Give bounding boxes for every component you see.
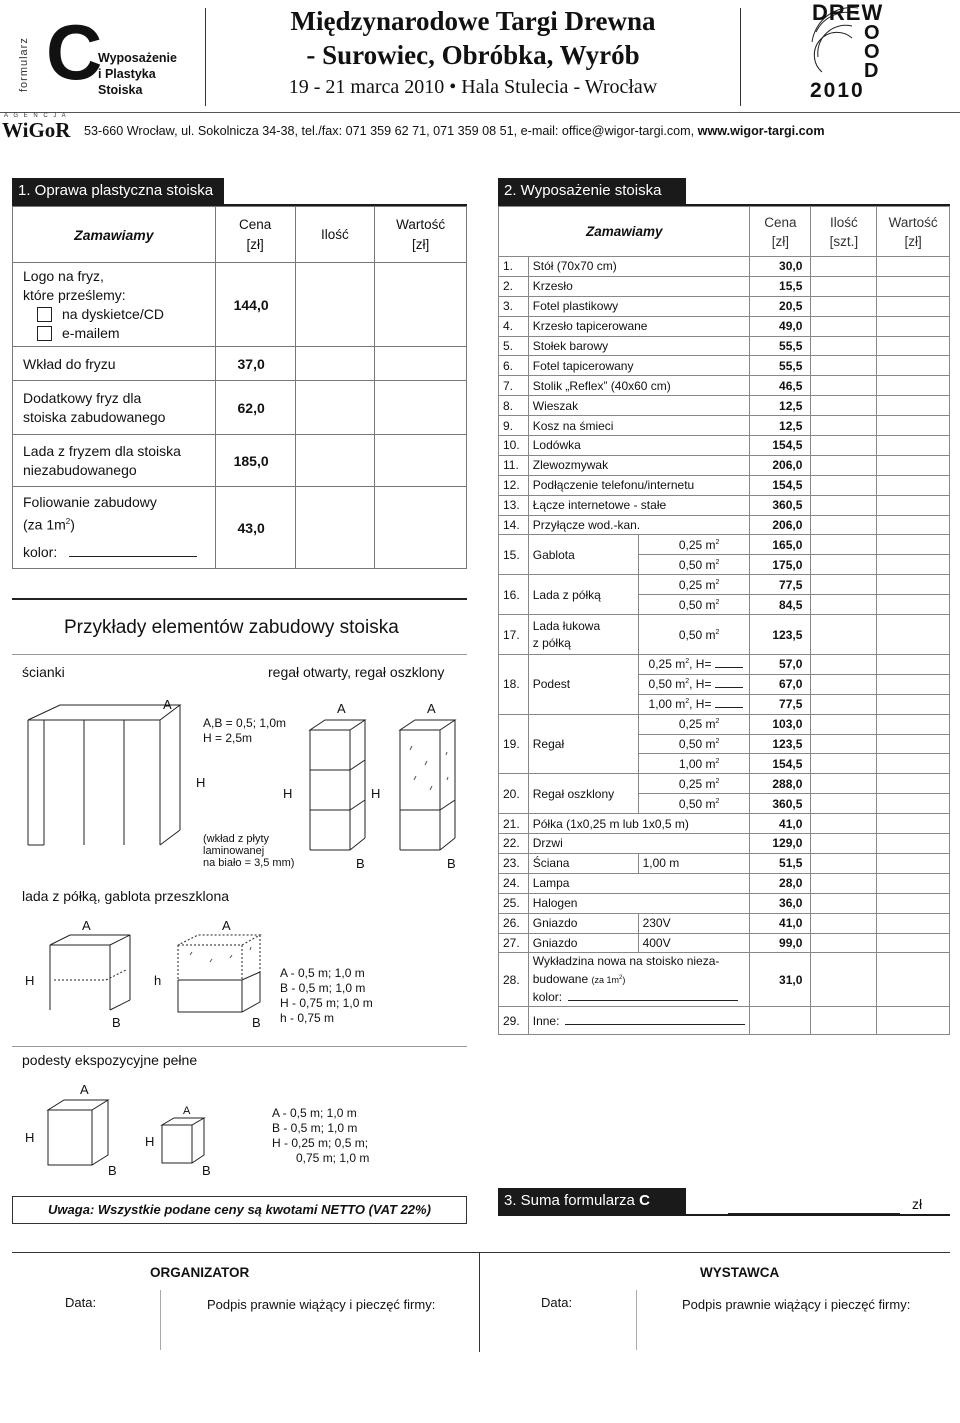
value-cell[interactable]	[877, 575, 950, 595]
extra-qty-cell[interactable]	[295, 381, 375, 435]
exhibitor-sign-label: Podpis prawnie wiążący i pieczęć firmy:	[682, 1297, 911, 1312]
section1-table	[12, 206, 467, 569]
podium-small-drawing	[156, 1115, 226, 1185]
walls-dims: A,B = 0,5; 1,0m H = 2,5m	[203, 716, 287, 745]
item-row	[499, 834, 950, 854]
value-cell[interactable]	[877, 714, 950, 734]
row-18b: 0,50 $m^2$, H= 67,0	[499, 674, 950, 694]
row-19c: 1,00 $m^2$ 154,5	[499, 754, 950, 774]
item-number: 9.	[499, 416, 529, 436]
qty-cell[interactable]	[811, 834, 877, 854]
shelf-label: regał otwarty, regał oszklony	[268, 664, 445, 680]
value-cell[interactable]	[877, 416, 950, 436]
item-extra: 400V	[638, 933, 750, 953]
qty-cell[interactable]	[811, 794, 877, 814]
item-row	[499, 396, 950, 416]
lada-value-cell[interactable]	[375, 435, 467, 487]
value-cell[interactable]	[877, 535, 950, 555]
podium-small-dim-h: H	[145, 1134, 155, 1149]
qty-cell[interactable]	[811, 455, 877, 475]
item-name: Gablota	[528, 535, 638, 575]
logo-value-cell[interactable]	[375, 263, 467, 347]
value-cell[interactable]	[877, 276, 950, 296]
foil-color-input[interactable]	[69, 556, 197, 557]
extra-value-cell[interactable]	[375, 381, 467, 435]
glass-shelf-drawing	[390, 710, 470, 870]
value-cell[interactable]	[877, 893, 950, 913]
walls-dim-a: A	[163, 697, 172, 712]
item-name: Stołek barowy	[528, 336, 750, 356]
item-name: Gniazdo	[528, 913, 638, 933]
exhibitor-heading: WYSTAWCA	[700, 1265, 780, 1280]
qty-cell[interactable]	[811, 555, 877, 575]
row-extra-frieze: Dodatkowy fryz dla stoiska zabudowanego 62,0	[13, 381, 467, 435]
organizer-sign-label: Podpis prawnie wiążący i pieczęć firmy:	[207, 1297, 436, 1312]
qty-cell[interactable]	[811, 356, 877, 376]
value-cell[interactable]	[877, 296, 950, 316]
qty-cell[interactable]	[811, 734, 877, 754]
value-cell[interactable]	[877, 853, 950, 873]
item-name: Przyłącze wod.-kan.	[528, 515, 750, 535]
item-price: 55,5	[750, 336, 811, 356]
event-title	[208, 4, 738, 102]
col-value: Wartość [zł]	[375, 207, 467, 263]
disk-checkbox[interactable]	[37, 307, 52, 322]
row-19b: 0,50 $m^2$ 123,5	[499, 734, 950, 754]
shelf-dim-b: B	[356, 856, 365, 871]
item-price: 55,5	[750, 356, 811, 376]
item-name: Wieszak	[528, 396, 750, 416]
logo-text-drew: DREW	[812, 0, 884, 25]
item-row	[499, 475, 950, 495]
podium-large-dim-a: A	[80, 1082, 89, 1097]
item-name: Krzesło tapicerowane	[528, 316, 750, 336]
podium-small-dim-b: B	[202, 1163, 211, 1178]
item-name: Półka (1x0,25 m lub 1x0,5 m)	[528, 814, 750, 834]
logo-text-o2: O	[864, 41, 880, 63]
item-number: 4.	[499, 316, 529, 336]
row-19a: 19. Regał 0,25 $m^2$ 103,0	[499, 714, 950, 734]
value-cell[interactable]	[877, 515, 950, 535]
item-name: Fotel plastikowy	[528, 296, 750, 316]
item-row	[499, 893, 950, 913]
item-row	[499, 515, 950, 535]
item-number: 10.	[499, 436, 529, 456]
item-row	[499, 316, 950, 336]
organizer-date-label: Data:	[65, 1295, 97, 1310]
item-number: 26.	[499, 913, 529, 933]
row-15b: 0,50 $m^2$ 175,0	[499, 555, 950, 575]
counter-dim-b: B	[112, 1015, 121, 1030]
item-row	[499, 257, 950, 277]
item-price: 30,0	[750, 257, 811, 277]
item-price: 12,5	[750, 416, 811, 436]
address-text: 53-660 Wrocław, ul. Sokolnicza 34-38, tel./fax: 071 359 62 71, 071 359 08 51, e-mail: office@wigor-targi.com,	[84, 124, 695, 138]
value-cell[interactable]	[877, 873, 950, 893]
qty-cell[interactable]	[811, 615, 877, 655]
row-28: 28. Wykładzina nowa na stoisko nieza- budowane (za $1m^2$) kolor: 31,0	[499, 953, 950, 1007]
event-title-line-1: Międzynarodowe Targi Drewna	[290, 6, 656, 36]
glass-shelf-dim-b: B	[447, 856, 456, 871]
foil-price: 43,0	[215, 487, 295, 569]
showcase-drawing	[170, 930, 280, 1030]
item-row	[499, 933, 950, 953]
open-shelf-drawing	[300, 710, 380, 870]
shelf-dim-h: H	[283, 786, 293, 801]
logo-text-year: 2010	[810, 79, 865, 102]
item-price: 206,0	[750, 515, 811, 535]
value-cell[interactable]	[877, 356, 950, 376]
item-number: 23.	[499, 853, 529, 873]
form-title-line-3: Stoiska	[98, 83, 143, 97]
value-cell[interactable]	[877, 455, 950, 475]
row-logo: Logo na fryz, które prześlemy: na dyskietce/CD e-mailem 144,0	[13, 263, 467, 347]
qty-cell[interactable]	[811, 495, 877, 515]
value-cell[interactable]	[877, 495, 950, 515]
agency-label: A G E N C J A	[4, 113, 68, 119]
counter-label: lada z półką, gablota przeszklona	[22, 888, 230, 904]
qty-cell[interactable]	[811, 774, 877, 794]
row-15a: 15. Gablota 0,25 $m^2$ 165,0	[499, 535, 950, 555]
row-insert: Wkład do fryzu 37,0	[13, 347, 467, 381]
qty-cell[interactable]	[811, 814, 877, 834]
qty-cell[interactable]	[811, 714, 877, 734]
form-letter: C	[46, 8, 101, 96]
foil-qty-cell[interactable]	[295, 487, 375, 569]
item-row	[499, 873, 950, 893]
podium-small-dim-a: A	[183, 1105, 191, 1117]
walls-label: ścianki	[22, 664, 65, 680]
email-checkbox[interactable]	[37, 326, 52, 341]
counter-dim-h: H	[25, 973, 35, 988]
item-number: 1.	[499, 257, 529, 277]
col-order: Zamawiamy	[13, 207, 216, 263]
row-20a: 20. Regał oszklony 0,25 $m^2$ 288,0	[499, 774, 950, 794]
qty-cell[interactable]	[811, 655, 877, 675]
item-price: 51,5	[750, 853, 811, 873]
form-title-line-2: i Plastyka	[98, 67, 156, 81]
insert-value-cell[interactable]	[375, 347, 467, 381]
form-title-line-1: Wyposażenie	[98, 51, 177, 65]
row-foil: Foliowanie zabudowy (za $1m^2$) kolor: 43,0	[13, 487, 467, 569]
item-number: 13.	[499, 495, 529, 515]
qty-cell[interactable]	[811, 694, 877, 714]
examples-title: Przykłady elementów zabudowy stoiska	[64, 617, 399, 638]
form-title	[98, 50, 177, 98]
item-name: Łącze internetowe - stałe	[528, 495, 750, 515]
item-number: 6.	[499, 356, 529, 376]
lada-price: 185,0	[215, 435, 295, 487]
item-number: 12.	[499, 475, 529, 495]
insert-price: 37,0	[215, 347, 295, 381]
item-price: 15,5	[750, 276, 811, 296]
item-number: 27.	[499, 933, 529, 953]
podium-dims: A - 0,5 m; 1,0 m B - 0,5 m; 1,0 m H - 0,25 m; 0,5 m; 0,75 m; 1,0 m	[272, 1106, 370, 1165]
value-cell[interactable]	[877, 396, 950, 416]
col-price: Cena [zł]	[215, 207, 295, 263]
item-row	[499, 336, 950, 356]
netto-notice: Uwaga: Wszystkie podane ceny są kwotami NETTO (VAT 22%)	[12, 1196, 467, 1224]
value-cell[interactable]	[877, 595, 950, 615]
section2-table	[498, 206, 950, 1035]
item-number: 5.	[499, 336, 529, 356]
item-price: 41,0	[750, 814, 811, 834]
glass-shelf-dim-h: H	[371, 786, 381, 801]
item-price: 360,5	[750, 495, 811, 515]
qty-cell[interactable]	[811, 535, 877, 555]
showcase-dim-b: B	[252, 1015, 261, 1030]
section1-title: 1. Oprawa plastyczna stoiska	[12, 178, 224, 204]
value-cell[interactable]	[877, 376, 950, 396]
event-date: 19 - 21 marca 2010 • Hala Stulecia - Wrocław	[288, 76, 658, 98]
carpet-color-input[interactable]	[568, 1000, 738, 1001]
value-cell[interactable]	[877, 953, 950, 1007]
s2-col-qty: Ilość [szt.]	[811, 207, 877, 257]
item-price: 154,5	[750, 475, 811, 495]
item-name: Stół (70x70 cm)	[528, 257, 750, 277]
podest-h-input[interactable]	[715, 667, 743, 668]
podium-large-dim-b: B	[108, 1163, 117, 1178]
item-row	[499, 436, 950, 456]
logo-text-d: D	[864, 60, 879, 82]
logo-price: 144,0	[215, 263, 295, 347]
item-number: 25.	[499, 893, 529, 913]
qty-cell[interactable]	[811, 416, 877, 436]
s2-col-value: Wartość [zł]	[877, 207, 950, 257]
row-18a: 18. Podest 0,25 $m^2$, H= 57,0	[499, 655, 950, 675]
item-name: Lodówka	[528, 436, 750, 456]
exhibitor-date-label: Data:	[541, 1295, 573, 1310]
qty-cell[interactable]	[811, 933, 877, 953]
qty-cell[interactable]	[811, 595, 877, 615]
qty-cell[interactable]	[811, 376, 877, 396]
qty-cell[interactable]	[811, 674, 877, 694]
item-price: 129,0	[750, 834, 811, 854]
item-number: 14.	[499, 515, 529, 535]
qty-cell[interactable]	[811, 436, 877, 456]
counter-drawing	[40, 930, 150, 1030]
value-cell[interactable]	[877, 257, 950, 277]
qty-cell[interactable]	[811, 873, 877, 893]
panel-note: (wkład z płyty laminowanej na biało = 3,5 mm)	[203, 833, 295, 869]
value-cell[interactable]	[877, 615, 950, 655]
value-cell[interactable]	[877, 933, 950, 953]
item-name: Regał	[528, 714, 638, 774]
item-row	[499, 913, 950, 933]
item-number: 7.	[499, 376, 529, 396]
logo-text-o1: O	[864, 22, 880, 44]
row-17: 17. Lada łukowa z półką 0,50 $m^2$ 123,5	[499, 615, 950, 655]
item-number: 3.	[499, 296, 529, 316]
agency-logo: WiGoR	[2, 118, 71, 142]
extra-price: 62,0	[215, 381, 295, 435]
qty-cell[interactable]	[811, 1007, 877, 1035]
row-29: 29. Inne:	[499, 1007, 950, 1035]
value-cell[interactable]	[877, 774, 950, 794]
value-cell[interactable]	[877, 316, 950, 336]
value-cell[interactable]	[877, 336, 950, 356]
s2-col-price: Cena [zł]	[750, 207, 811, 257]
glass-shelf-dim-a: A	[427, 701, 436, 716]
value-cell[interactable]	[877, 734, 950, 754]
value-cell[interactable]	[877, 754, 950, 774]
item-name: Lampa	[528, 873, 750, 893]
event-title-line-2: - Surowiec, Obróbka, Wyrób	[306, 40, 640, 70]
podium-label: podesty ekspozycyjne pełne	[22, 1052, 198, 1068]
item-row	[499, 455, 950, 475]
showcase-dim-h: h	[154, 973, 162, 988]
item-row	[499, 814, 950, 834]
item-price: 41,0	[750, 913, 811, 933]
drewwood-logo	[808, 2, 888, 102]
counter-dims: A - 0,5 m; 1,0 m B - 0,5 m; 1,0 m H - 0,75 m; 1,0 m h - 0,75 m	[280, 966, 373, 1025]
podium-large-dim-h: H	[25, 1130, 35, 1145]
section2-title: 2. Wyposażenie stoiska	[498, 178, 686, 204]
other-input[interactable]	[565, 1024, 745, 1025]
lada-qty-cell[interactable]	[295, 435, 375, 487]
item-row	[499, 356, 950, 376]
item-price: 12,5	[750, 396, 811, 416]
qty-cell[interactable]	[811, 296, 877, 316]
row-20b: 0,50 $m^2$ 360,5	[499, 794, 950, 814]
item-number: 24.	[499, 873, 529, 893]
qty-cell[interactable]	[811, 754, 877, 774]
item-name: Podłączenie telefonu/internetu	[528, 475, 750, 495]
item-name: Kosz na śmieci	[528, 416, 750, 436]
item-name: Ściana	[528, 853, 638, 873]
qty-cell[interactable]	[811, 893, 877, 913]
item-name: Drzwi	[528, 834, 750, 854]
qty-cell[interactable]	[811, 953, 877, 1007]
item-name: Krzesło	[528, 276, 750, 296]
row-16a: 16. Lada z półką 0,25 $m^2$ 77,5	[499, 575, 950, 595]
walls-dim-h: H	[196, 775, 206, 790]
item-name: Podest	[528, 655, 638, 715]
total-currency: zł	[912, 1196, 923, 1212]
item-number: 8.	[499, 396, 529, 416]
item-name: Lada z półką	[528, 575, 638, 615]
qty-cell[interactable]	[811, 853, 877, 873]
qty-cell[interactable]	[811, 475, 877, 495]
item-name: Regał oszklony	[528, 774, 638, 814]
item-row	[499, 416, 950, 436]
item-price: 28,0	[750, 873, 811, 893]
item-row	[499, 276, 950, 296]
value-cell[interactable]	[877, 655, 950, 675]
walls-drawing	[20, 690, 220, 870]
item-row	[499, 495, 950, 515]
qty-cell[interactable]	[811, 913, 877, 933]
organizer-heading: ORGANIZATOR	[150, 1265, 250, 1280]
item-price: 206,0	[750, 455, 811, 475]
qty-cell[interactable]	[811, 336, 877, 356]
insert-qty-cell[interactable]	[295, 347, 375, 381]
value-cell[interactable]	[877, 694, 950, 714]
podest-h-input[interactable]	[715, 687, 743, 688]
item-row	[499, 376, 950, 396]
col-qty: Ilość	[295, 207, 375, 263]
item-extra: 1,00 m	[638, 853, 750, 873]
item-row	[499, 296, 950, 316]
value-cell[interactable]	[877, 1007, 950, 1035]
item-number: 21.	[499, 814, 529, 834]
row-18c: 1,00 $m^2$, H= 77,5	[499, 694, 950, 714]
item-row	[499, 853, 950, 873]
value-cell[interactable]	[877, 834, 950, 854]
item-number: 11.	[499, 455, 529, 475]
qty-cell[interactable]	[811, 515, 877, 535]
value-cell[interactable]	[877, 913, 950, 933]
row-counter-frieze: Lada z fryzem dla stoiska niezabudowanego 185,0	[13, 435, 467, 487]
address-line	[84, 124, 825, 138]
item-name: Halogen	[528, 893, 750, 913]
item-number: 2.	[499, 276, 529, 296]
total-input[interactable]	[728, 1192, 900, 1214]
row-16b: 0,50 $m^2$ 84,5	[499, 595, 950, 615]
qty-cell[interactable]	[811, 396, 877, 416]
qty-cell[interactable]	[811, 316, 877, 336]
qty-cell[interactable]	[811, 257, 877, 277]
value-cell[interactable]	[877, 475, 950, 495]
podest-h-input[interactable]	[715, 707, 743, 708]
item-price: 154,5	[750, 436, 811, 456]
formularz-vertical-label: formularz	[18, 37, 30, 92]
item-number: 22.	[499, 834, 529, 854]
item-price: 49,0	[750, 316, 811, 336]
item-price: 46,5	[750, 376, 811, 396]
item-name: Stolik „Reflex” (40x60 cm)	[528, 376, 750, 396]
s2-col-order: Zamawiamy	[499, 207, 750, 257]
value-cell[interactable]	[877, 814, 950, 834]
value-cell[interactable]	[877, 674, 950, 694]
section3-title: 3. Suma formularza C	[498, 1188, 686, 1214]
counter-dim-a: A	[82, 918, 91, 933]
shelf-dim-a: A	[337, 701, 346, 716]
qty-cell[interactable]	[811, 276, 877, 296]
item-price: 36,0	[750, 893, 811, 913]
foil-value-cell[interactable]	[375, 487, 467, 569]
showcase-dim-a: A	[222, 918, 231, 933]
value-cell[interactable]	[877, 794, 950, 814]
item-name: Gniazdo	[528, 933, 638, 953]
item-extra: 230V	[638, 913, 750, 933]
item-price: 20,5	[750, 296, 811, 316]
website-link[interactable]: www.wigor-targi.com	[697, 124, 825, 138]
item-name: Fotel tapicerowany	[528, 356, 750, 376]
value-cell[interactable]	[877, 436, 950, 456]
logo-qty-cell[interactable]	[295, 263, 375, 347]
qty-cell[interactable]	[811, 575, 877, 595]
item-name: Zlewozmywak	[528, 455, 750, 475]
item-price: 99,0	[750, 933, 811, 953]
value-cell[interactable]	[877, 555, 950, 575]
